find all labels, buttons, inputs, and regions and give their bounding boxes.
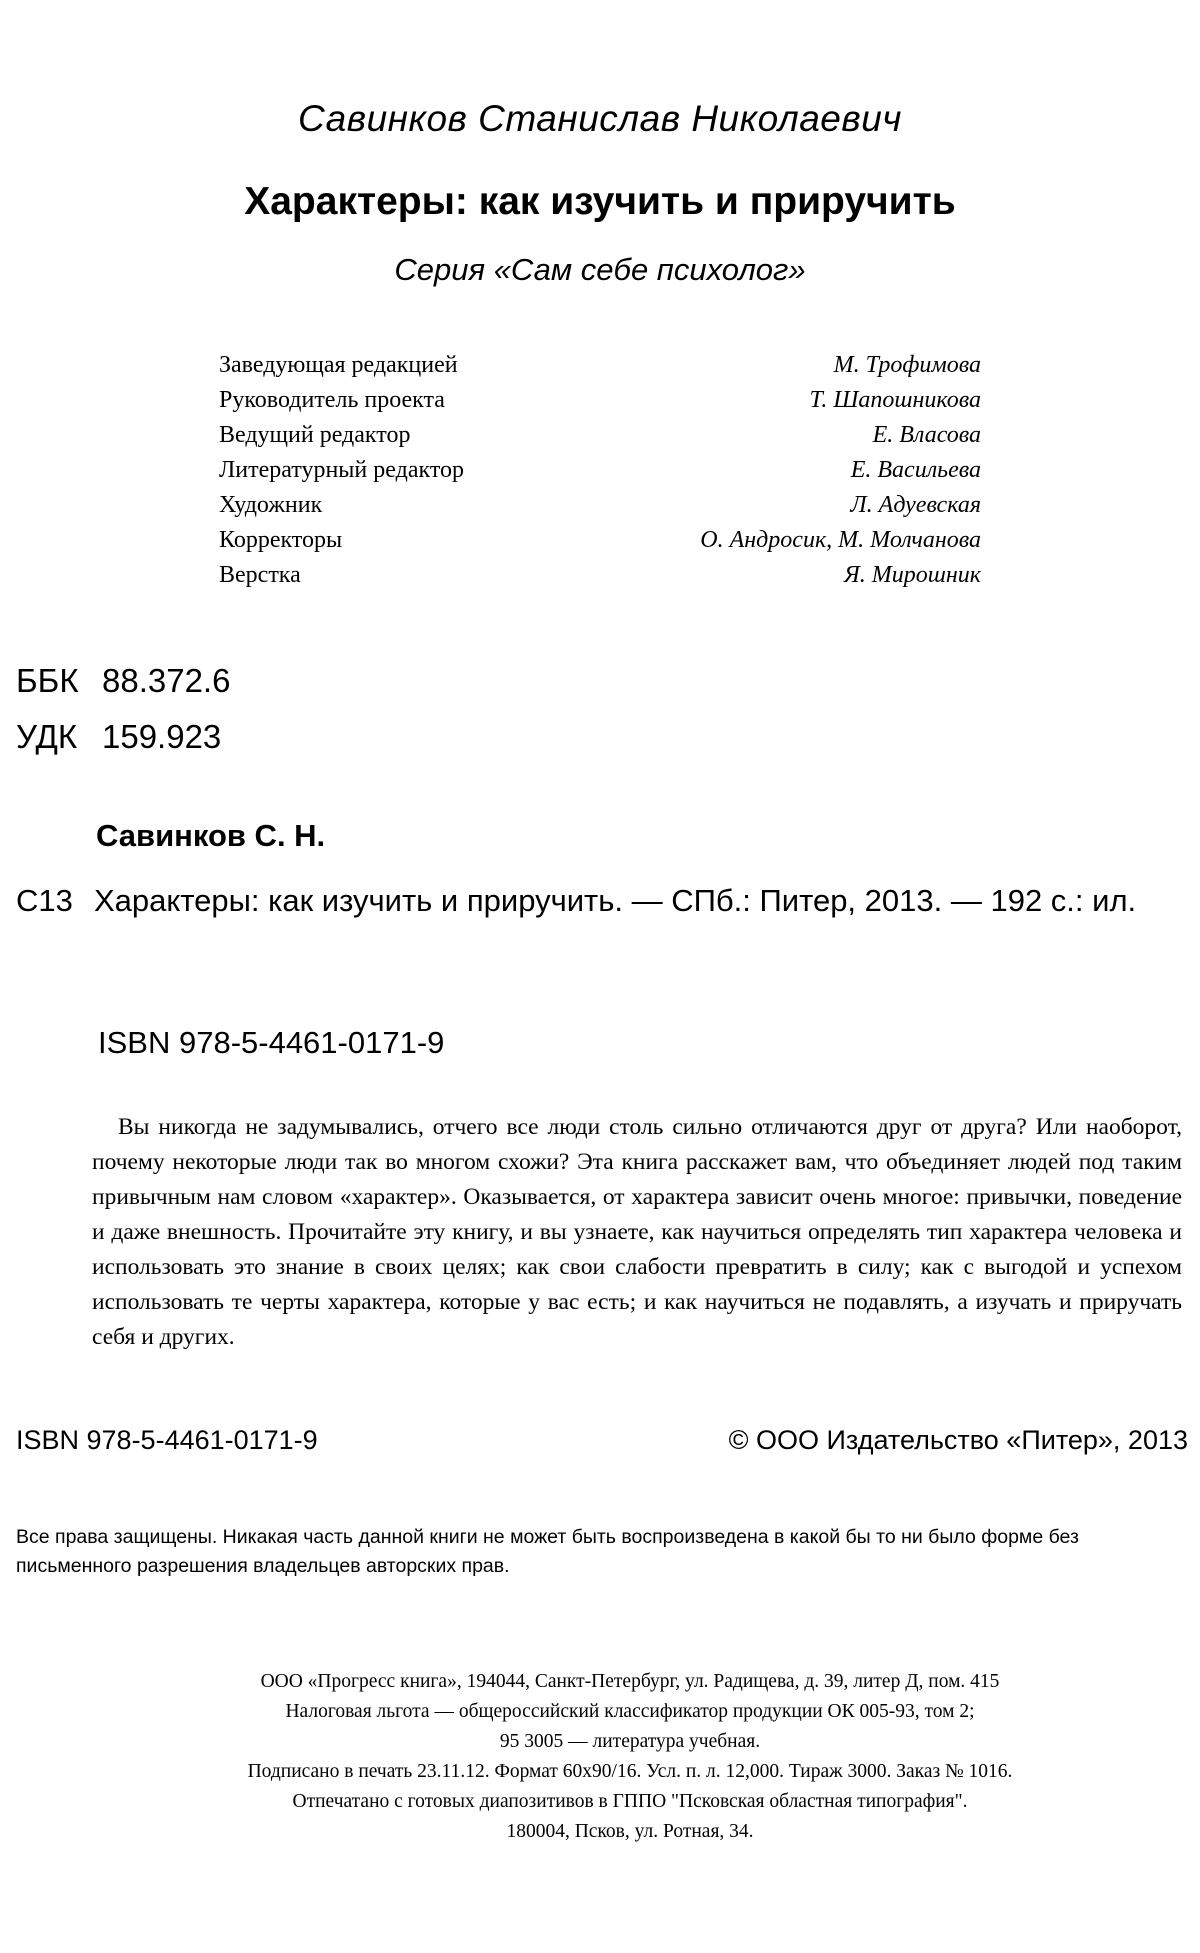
author-sign-code: С13 <box>16 883 73 918</box>
credit-role: Руководитель проекта <box>219 387 445 413</box>
imprint-line: 95 3005 — литература учебная. <box>499 1731 761 1752</box>
author-full-name: Савинков Станислав Николаевич <box>298 98 902 139</box>
printing-imprint <box>100 1667 1160 1847</box>
credit-role: Верстка <box>219 562 301 588</box>
book-title: Характеры: как изучить и приручить <box>244 180 956 223</box>
copyright-notice: © ООО Издательство «Питер», 2013 <box>728 1425 1188 1455</box>
credit-name: Т. Шапошникова <box>809 387 981 413</box>
credit-row <box>219 527 981 562</box>
credit-row <box>219 457 981 492</box>
credit-row <box>219 352 981 387</box>
bbk-label: ББК <box>16 662 79 699</box>
credit-name: Я. Мирошник <box>843 562 981 588</box>
credit-role: Заведующая редакцией <box>219 352 458 378</box>
credit-role: Корректоры <box>219 527 343 553</box>
credit-name: Е. Васильева <box>850 457 981 483</box>
imprint-line: 180004, Псков, ул. Ротная, 34. <box>506 1821 754 1842</box>
imprint-line: ООО «Прогресс книга», 194044, Санкт-Петербург, ул. Радищева, д. 39, литер Д, пом. 415 <box>260 1671 1000 1692</box>
udk-code <box>16 718 221 756</box>
credit-name: Е. Власова <box>872 422 981 448</box>
udk-label: УДК <box>16 718 78 755</box>
credit-name: О. Андросик, М. Молчанова <box>700 527 981 553</box>
series-name: Серия «Сам себе психолог» <box>394 252 806 287</box>
credit-role: Художник <box>219 492 323 518</box>
isbn-main: ISBN 978-5-4461-0171-9 <box>98 1025 445 1060</box>
bibliographic-entry <box>16 880 1186 922</box>
credit-row <box>219 387 981 422</box>
credit-name: М. Трофимова <box>833 352 981 378</box>
author-short-name: Савинков С. Н. <box>96 818 326 853</box>
credit-role: Литературный редактор <box>219 457 464 483</box>
rights-notice: Все права защищены. Никакая часть данной книги не может быть воспроизведена в какой бы то ни было форме без письменного разрешения владельцев авторских прав. <box>16 1526 1079 1577</box>
credits-list <box>219 352 981 597</box>
credit-role: Ведущий редактор <box>219 422 411 448</box>
imprint-line: Подписано в печать 23.11.12. Формат 60x90/16. Усл. п. л. 12,000. Тираж 3000. Заказ № 1016. <box>247 1761 1013 1782</box>
credit-row <box>219 422 981 457</box>
credit-name: Л. Адуевская <box>850 492 981 518</box>
credit-row <box>219 562 981 597</box>
udk-value: 159.923 <box>102 718 222 755</box>
bbk-value: 88.372.6 <box>102 662 231 699</box>
annotation-text: Вы никогда не задумывались, отчего все люди столь сильно отличаются друг от друга? Или наоборот, почему некоторые люди так во многом схожи? Эта книга расскажет вам, что объединяет людей под таким привычным нам словом «характер». Оказывается, от характера зависит очень многое: привычки, поведение и даже внешность. Прочитайте эту книгу, и вы узнаете, как научиться определять тип характера человека и использовать это знание в своих целях; как свои слабости превратить в силу; как с выгодой и успехом использовать те черты характера, которые у вас есть; и как научиться не подавлять, а изучать и приручать себя и других. <box>92 1114 1182 1350</box>
bbk-code <box>16 662 230 700</box>
credit-row <box>219 492 981 527</box>
isbn-footer: ISBN 978-5-4461-0171-9 <box>16 1425 318 1455</box>
bibliographic-description: Характеры: как изучить и приручить. — СПб.: Питер, 2013. — 192 с.: ил. <box>94 883 1137 918</box>
imprint-line: Отпечатано с готовых диапозитивов в ГППО "Псковская областная типография". <box>292 1791 968 1812</box>
imprint-line: Налоговая льгота — общероссийский классификатор продукции ОК 005-93, том 2; <box>285 1701 975 1722</box>
